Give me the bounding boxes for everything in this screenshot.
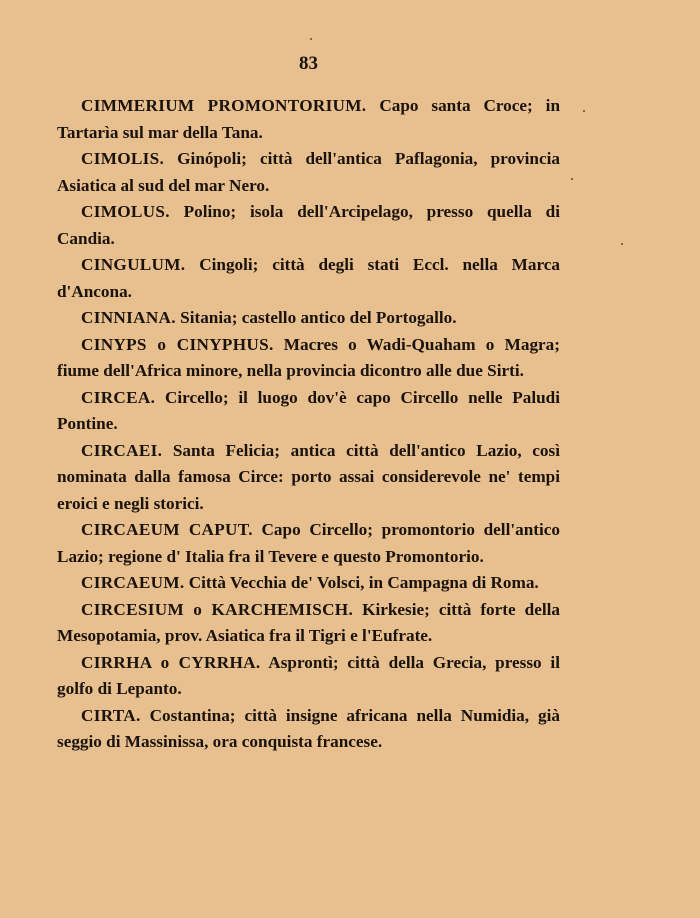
paper-speck [621, 243, 623, 245]
entry-headword: CIRTA. [81, 705, 141, 725]
entry-headword: CIRCAEI. [81, 440, 163, 460]
entry-text: Macres o Wadi-Quaham o Magra; fiume dell'Africa minore, nella provincia dicontro alle due Sirti. [57, 334, 560, 380]
book-page [57, 0, 560, 918]
entry-headword: CIMMERIUM PROMONTORIUM. [81, 96, 367, 115]
entry [57, 597, 560, 650]
entry [57, 570, 560, 597]
entry-text: Asprontì; città della Grecia, presso il golfo di Lepanto. [57, 652, 560, 698]
entry-headword: CIRCEA. [81, 387, 156, 407]
entry-text: Città Vecchia de' Volsci, in Campagna di Roma. [184, 573, 539, 592]
entry-headword: CIRRHA o CYRRHA. [81, 652, 261, 672]
entry-text: Costantina; città insigne africana nella Numidia, già seggio di Massinissa, ora conquista francese. [57, 705, 560, 751]
entry-headword: CIRCAEUM CAPUT. [81, 520, 253, 539]
entry [57, 703, 560, 756]
entry-headword: CIRCAEUM. [81, 573, 185, 592]
entry-text: Kirkesie; città forte della Mesopotamia, prov. Asiatica fra il Tigri e l'Eufrate. [57, 599, 560, 645]
page-number: 83 [299, 53, 318, 74]
paper-speck [310, 38, 312, 40]
entry [57, 305, 560, 332]
entry-text: Circello; il luogo dov'è capo Circello nelle Paludi Pontine. [57, 387, 560, 433]
entry-text: Santa Felicia; antica città dell'antico Lazio, così nominata dalla famosa Circe: porto assai considerevole ne' tempi eroici e negli storici. [57, 440, 560, 513]
entry-text: Capo santa Croce; in Tartarìa sul mar della Tana. [57, 96, 560, 142]
entry [57, 385, 560, 438]
entry-text: Capo Circello; promontorio dell'antico Lazio; regione d' Italia fra il Tevere e questo Promontorio. [57, 520, 561, 566]
entry-headword: CINYPS o CINYPHUS. [81, 334, 274, 354]
entry-text: Ginópoli; città dell'antica Paflagonia, provincia Asiatica al sud del mar Nero. [57, 149, 560, 195]
paper-speck [583, 110, 585, 112]
entry [57, 146, 560, 199]
entry-text: Cingoli; città degli stati Eccl. nella Marca d'Ancona. [57, 255, 560, 301]
entry [57, 332, 560, 385]
entry-text: Sitania; castello antico del Portogallo. [175, 308, 457, 327]
entry [57, 517, 560, 570]
entry [57, 438, 560, 518]
entry-headword: CINNIANA. [81, 308, 176, 327]
entry-headword: CIRCESIUM o KARCHEMISCH. [81, 599, 354, 619]
entry [57, 252, 560, 305]
entry-headword: CINGULUM. [81, 255, 186, 274]
entry-text: Polino; isola dell'Arcipelago, presso quella di Candia. [57, 202, 560, 248]
entry-headword: CIMOLUS. [81, 202, 170, 221]
entry [57, 650, 560, 703]
dictionary-entries [57, 93, 560, 756]
entry [57, 199, 560, 252]
entry [57, 93, 560, 146]
entry-headword: CIMOLIS. [81, 149, 165, 168]
paper-speck [571, 178, 573, 180]
